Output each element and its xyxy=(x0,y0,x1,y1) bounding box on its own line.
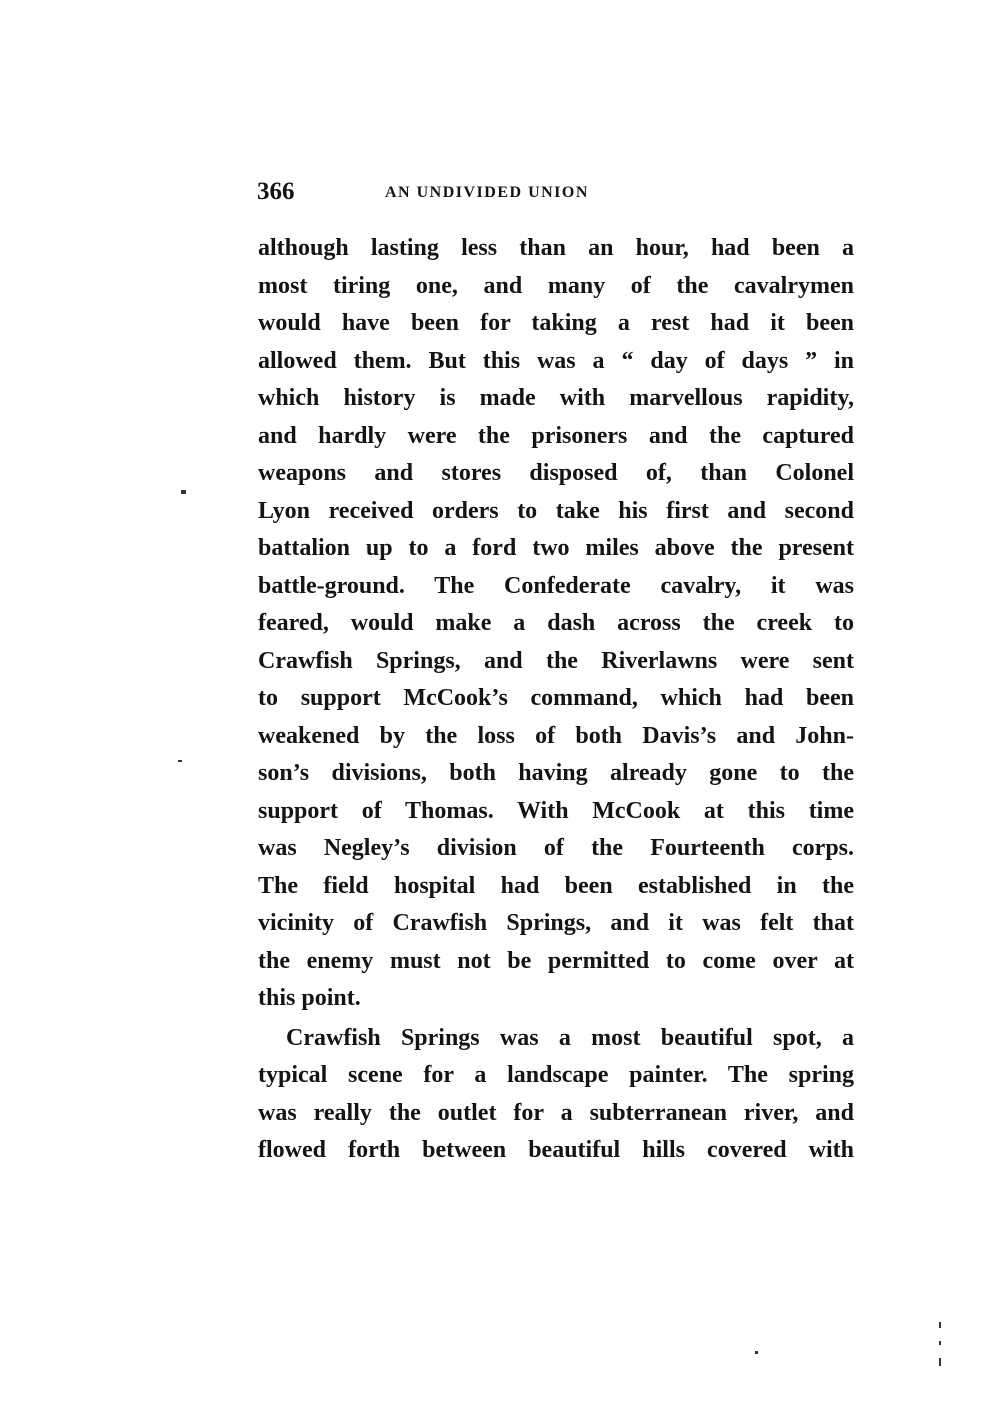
text-line: although lasting less than an hour, had been a xyxy=(258,235,854,261)
text-line: support of Thomas. With McCook at this time xyxy=(258,797,854,824)
scan-speck xyxy=(939,1358,941,1366)
text-line: the enemy must not be permitted to come over at xyxy=(258,947,854,974)
paragraph-2 xyxy=(258,1020,854,1170)
scan-speck xyxy=(178,760,182,762)
text-line: son’s divisions, both having already gone to the xyxy=(258,760,854,786)
text-line: was Negley’s division of the Fourteenth corps. xyxy=(258,835,854,861)
text-line: this point. xyxy=(258,985,361,1011)
text-line: The field hospital had been established in the xyxy=(258,872,854,899)
running-title: AN UNDIVIDED UNION xyxy=(385,184,589,201)
text-line: weakened by the loss of both Davis’s and John- xyxy=(258,722,854,749)
text-line: was really the outlet for a subterranean river, and xyxy=(258,1099,854,1126)
text-line: flowed forth between beautiful hills covered with xyxy=(258,1137,854,1163)
scan-speck xyxy=(939,1341,941,1345)
text-line: battalion up to a ford two miles above the present xyxy=(258,535,854,561)
text-line: most tiring one, and many of the cavalrymen xyxy=(258,272,854,299)
page-number: 366 xyxy=(257,178,295,205)
paragraph-1 xyxy=(258,230,854,1018)
text-line: to support McCook’s command, which had been xyxy=(258,685,854,711)
text-line: battle-ground. The Confederate cavalry, it was xyxy=(258,572,854,599)
text-line: allowed them. But this was a “ day of days ” in xyxy=(258,347,854,374)
scan-speck xyxy=(939,1322,941,1328)
text-line: Crawfish Springs, and the Riverlawns were sent xyxy=(258,647,854,674)
text-line: and hardly were the prisoners and the captured xyxy=(258,422,854,449)
text-line: feared, would make a dash across the creek to xyxy=(258,610,854,636)
text-line: weapons and stores disposed of, than Colonel xyxy=(258,460,854,486)
scan-speck xyxy=(755,1351,758,1354)
text-line: would have been for taking a rest had it been xyxy=(258,310,854,336)
text-line: Lyon received orders to take his first and second xyxy=(258,497,854,524)
text-line: Crawfish Springs was a most beautiful spot, a xyxy=(286,1024,854,1051)
running-head xyxy=(257,178,857,212)
body-text xyxy=(258,230,854,1170)
text-line: which history is made with marvellous rapidity, xyxy=(258,385,854,411)
text-line: typical scene for a landscape painter. The spring xyxy=(258,1062,854,1088)
scan-speck xyxy=(181,490,186,494)
text-line: vicinity of Crawfish Springs, and it was felt that xyxy=(258,910,854,936)
